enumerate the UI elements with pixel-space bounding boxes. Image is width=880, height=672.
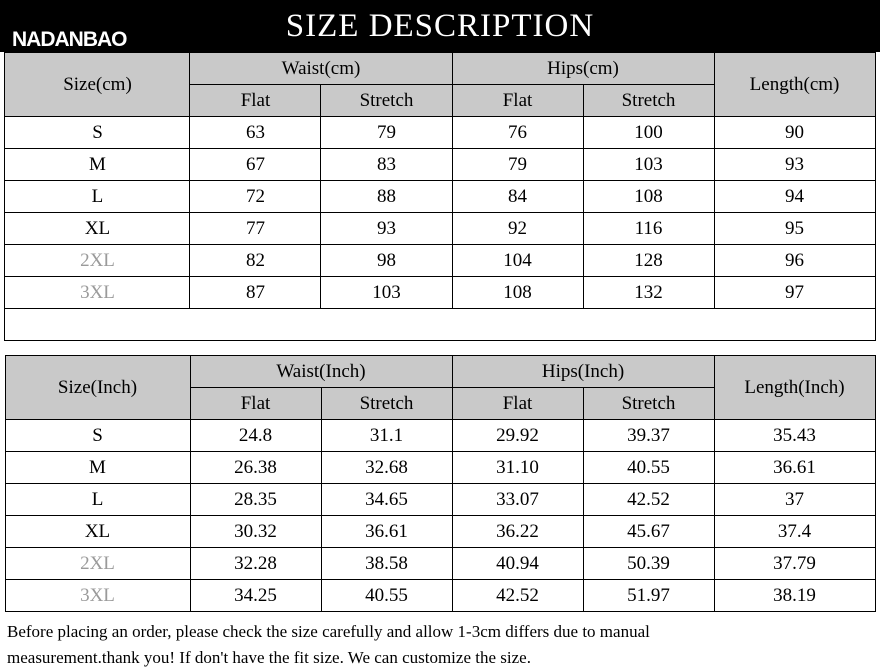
cell-length: 37 xyxy=(714,484,875,516)
table-row xyxy=(5,181,875,213)
cell-waist-stretch: 40.55 xyxy=(321,580,452,612)
table-row xyxy=(5,277,875,309)
cell-length: 37.4 xyxy=(714,516,875,548)
row-size-label: L xyxy=(5,484,190,516)
cell-waist-flat: 28.35 xyxy=(190,484,321,516)
table-spacer-row xyxy=(5,309,875,341)
table-row xyxy=(5,245,875,277)
cell-waist-stretch: 98 xyxy=(321,245,452,277)
cell-waist-flat: 77 xyxy=(190,213,321,245)
cell-hips-flat: 36.22 xyxy=(452,516,583,548)
cell-waist-flat: 72 xyxy=(190,181,321,213)
row-size-label: XL xyxy=(5,516,190,548)
cell-hips-stretch: 103 xyxy=(583,149,714,181)
subheader-hips-stretch-inch: Stretch xyxy=(583,388,714,420)
cell-waist-flat: 34.25 xyxy=(190,580,321,612)
cell-hips-stretch: 40.55 xyxy=(583,452,714,484)
cell-waist-flat: 67 xyxy=(190,149,321,181)
cell-length: 97 xyxy=(714,277,875,309)
subheader-waist-flat-inch: Flat xyxy=(190,388,321,420)
cell-waist-flat: 32.28 xyxy=(190,548,321,580)
subheader-hips-flat-inch: Flat xyxy=(452,388,583,420)
page-title: SIZE DESCRIPTION xyxy=(285,7,595,44)
cell-waist-stretch: 83 xyxy=(321,149,452,181)
cell-length: 38.19 xyxy=(714,580,875,612)
table-gap xyxy=(0,341,880,355)
cell-hips-flat: 31.10 xyxy=(452,452,583,484)
table-row xyxy=(5,213,875,245)
footer-note xyxy=(5,612,875,672)
table-row xyxy=(5,580,875,612)
size-table-inch xyxy=(5,355,876,612)
cell-waist-stretch: 31.1 xyxy=(321,420,452,452)
cell-waist-stretch: 32.68 xyxy=(321,452,452,484)
cell-length: 35.43 xyxy=(714,420,875,452)
cell-length: 93 xyxy=(714,149,875,181)
cell-hips-flat: 92 xyxy=(452,213,583,245)
cell-hips-stretch: 45.67 xyxy=(583,516,714,548)
row-size-label: M xyxy=(5,452,190,484)
cell-hips-stretch: 42.52 xyxy=(583,484,714,516)
header-band xyxy=(0,0,880,52)
size-table-cm xyxy=(4,52,875,341)
cell-length: 95 xyxy=(714,213,875,245)
cell-hips-flat: 108 xyxy=(452,277,583,309)
row-size-label: S xyxy=(5,420,190,452)
cell-waist-stretch: 103 xyxy=(321,277,452,309)
cell-length: 96 xyxy=(714,245,875,277)
header-size-cm: Size(cm) xyxy=(5,53,190,117)
table-row xyxy=(5,149,875,181)
cell-length: 90 xyxy=(714,117,875,149)
subheader-waist-flat-cm: Flat xyxy=(190,85,321,117)
cell-hips-stretch: 51.97 xyxy=(583,580,714,612)
row-size-label: 2XL xyxy=(5,548,190,580)
spacer-cell xyxy=(5,309,875,341)
cell-hips-stretch: 128 xyxy=(583,245,714,277)
subheader-hips-stretch-cm: Stretch xyxy=(583,85,714,117)
cell-hips-flat: 76 xyxy=(452,117,583,149)
cell-length: 36.61 xyxy=(714,452,875,484)
cell-hips-flat: 104 xyxy=(452,245,583,277)
cell-hips-flat: 42.52 xyxy=(452,580,583,612)
footer-note-line1: Before placing an order, please check the size carefully and allow 1-3cm differs due to manual xyxy=(7,622,650,641)
row-size-label: XL xyxy=(5,213,190,245)
cell-hips-flat: 84 xyxy=(452,181,583,213)
table-header-row xyxy=(5,53,875,85)
cell-hips-flat: 29.92 xyxy=(452,420,583,452)
row-size-label: 3XL xyxy=(5,580,190,612)
cell-hips-stretch: 50.39 xyxy=(583,548,714,580)
row-size-label: 3XL xyxy=(5,277,190,309)
row-size-label: 2XL xyxy=(5,245,190,277)
cell-hips-flat: 40.94 xyxy=(452,548,583,580)
header-size-inch: Size(Inch) xyxy=(5,356,190,420)
table-row xyxy=(5,420,875,452)
header-group-waist-cm: Waist(cm) xyxy=(190,53,452,85)
table-row xyxy=(5,452,875,484)
cell-waist-flat: 63 xyxy=(190,117,321,149)
cell-hips-stretch: 108 xyxy=(583,181,714,213)
footer-note-line2: measurement.thank you! If don't have the fit size. We can customize the size. xyxy=(7,648,531,668)
cell-waist-flat: 30.32 xyxy=(190,516,321,548)
header-group-hips-cm: Hips(cm) xyxy=(452,53,714,85)
subheader-waist-stretch-inch: Stretch xyxy=(321,388,452,420)
cell-waist-stretch: 36.61 xyxy=(321,516,452,548)
subheader-hips-flat-cm: Flat xyxy=(452,85,583,117)
cell-length: 94 xyxy=(714,181,875,213)
brand-logo: NADANBAO xyxy=(12,28,127,51)
table-header-row xyxy=(5,356,875,388)
table-row xyxy=(5,548,875,580)
cell-waist-flat: 87 xyxy=(190,277,321,309)
cell-hips-stretch: 100 xyxy=(583,117,714,149)
cell-waist-stretch: 88 xyxy=(321,181,452,213)
table-row xyxy=(5,516,875,548)
cell-waist-stretch: 79 xyxy=(321,117,452,149)
cell-hips-flat: 33.07 xyxy=(452,484,583,516)
row-size-label: S xyxy=(5,117,190,149)
cell-waist-stretch: 93 xyxy=(321,213,452,245)
header-length-inch: Length(Inch) xyxy=(714,356,875,420)
header-group-hips-inch: Hips(Inch) xyxy=(452,356,714,388)
cell-hips-flat: 79 xyxy=(452,149,583,181)
cell-waist-stretch: 38.58 xyxy=(321,548,452,580)
cell-waist-stretch: 34.65 xyxy=(321,484,452,516)
row-size-label: M xyxy=(5,149,190,181)
cell-waist-flat: 82 xyxy=(190,245,321,277)
table-row xyxy=(5,484,875,516)
header-group-waist-inch: Waist(Inch) xyxy=(190,356,452,388)
cell-waist-flat: 26.38 xyxy=(190,452,321,484)
row-size-label: L xyxy=(5,181,190,213)
header-length-cm: Length(cm) xyxy=(714,53,875,117)
table-row xyxy=(5,117,875,149)
cell-hips-stretch: 116 xyxy=(583,213,714,245)
subheader-waist-stretch-cm: Stretch xyxy=(321,85,452,117)
cell-hips-stretch: 132 xyxy=(583,277,714,309)
cell-length: 37.79 xyxy=(714,548,875,580)
cell-waist-flat: 24.8 xyxy=(190,420,321,452)
cell-hips-stretch: 39.37 xyxy=(583,420,714,452)
